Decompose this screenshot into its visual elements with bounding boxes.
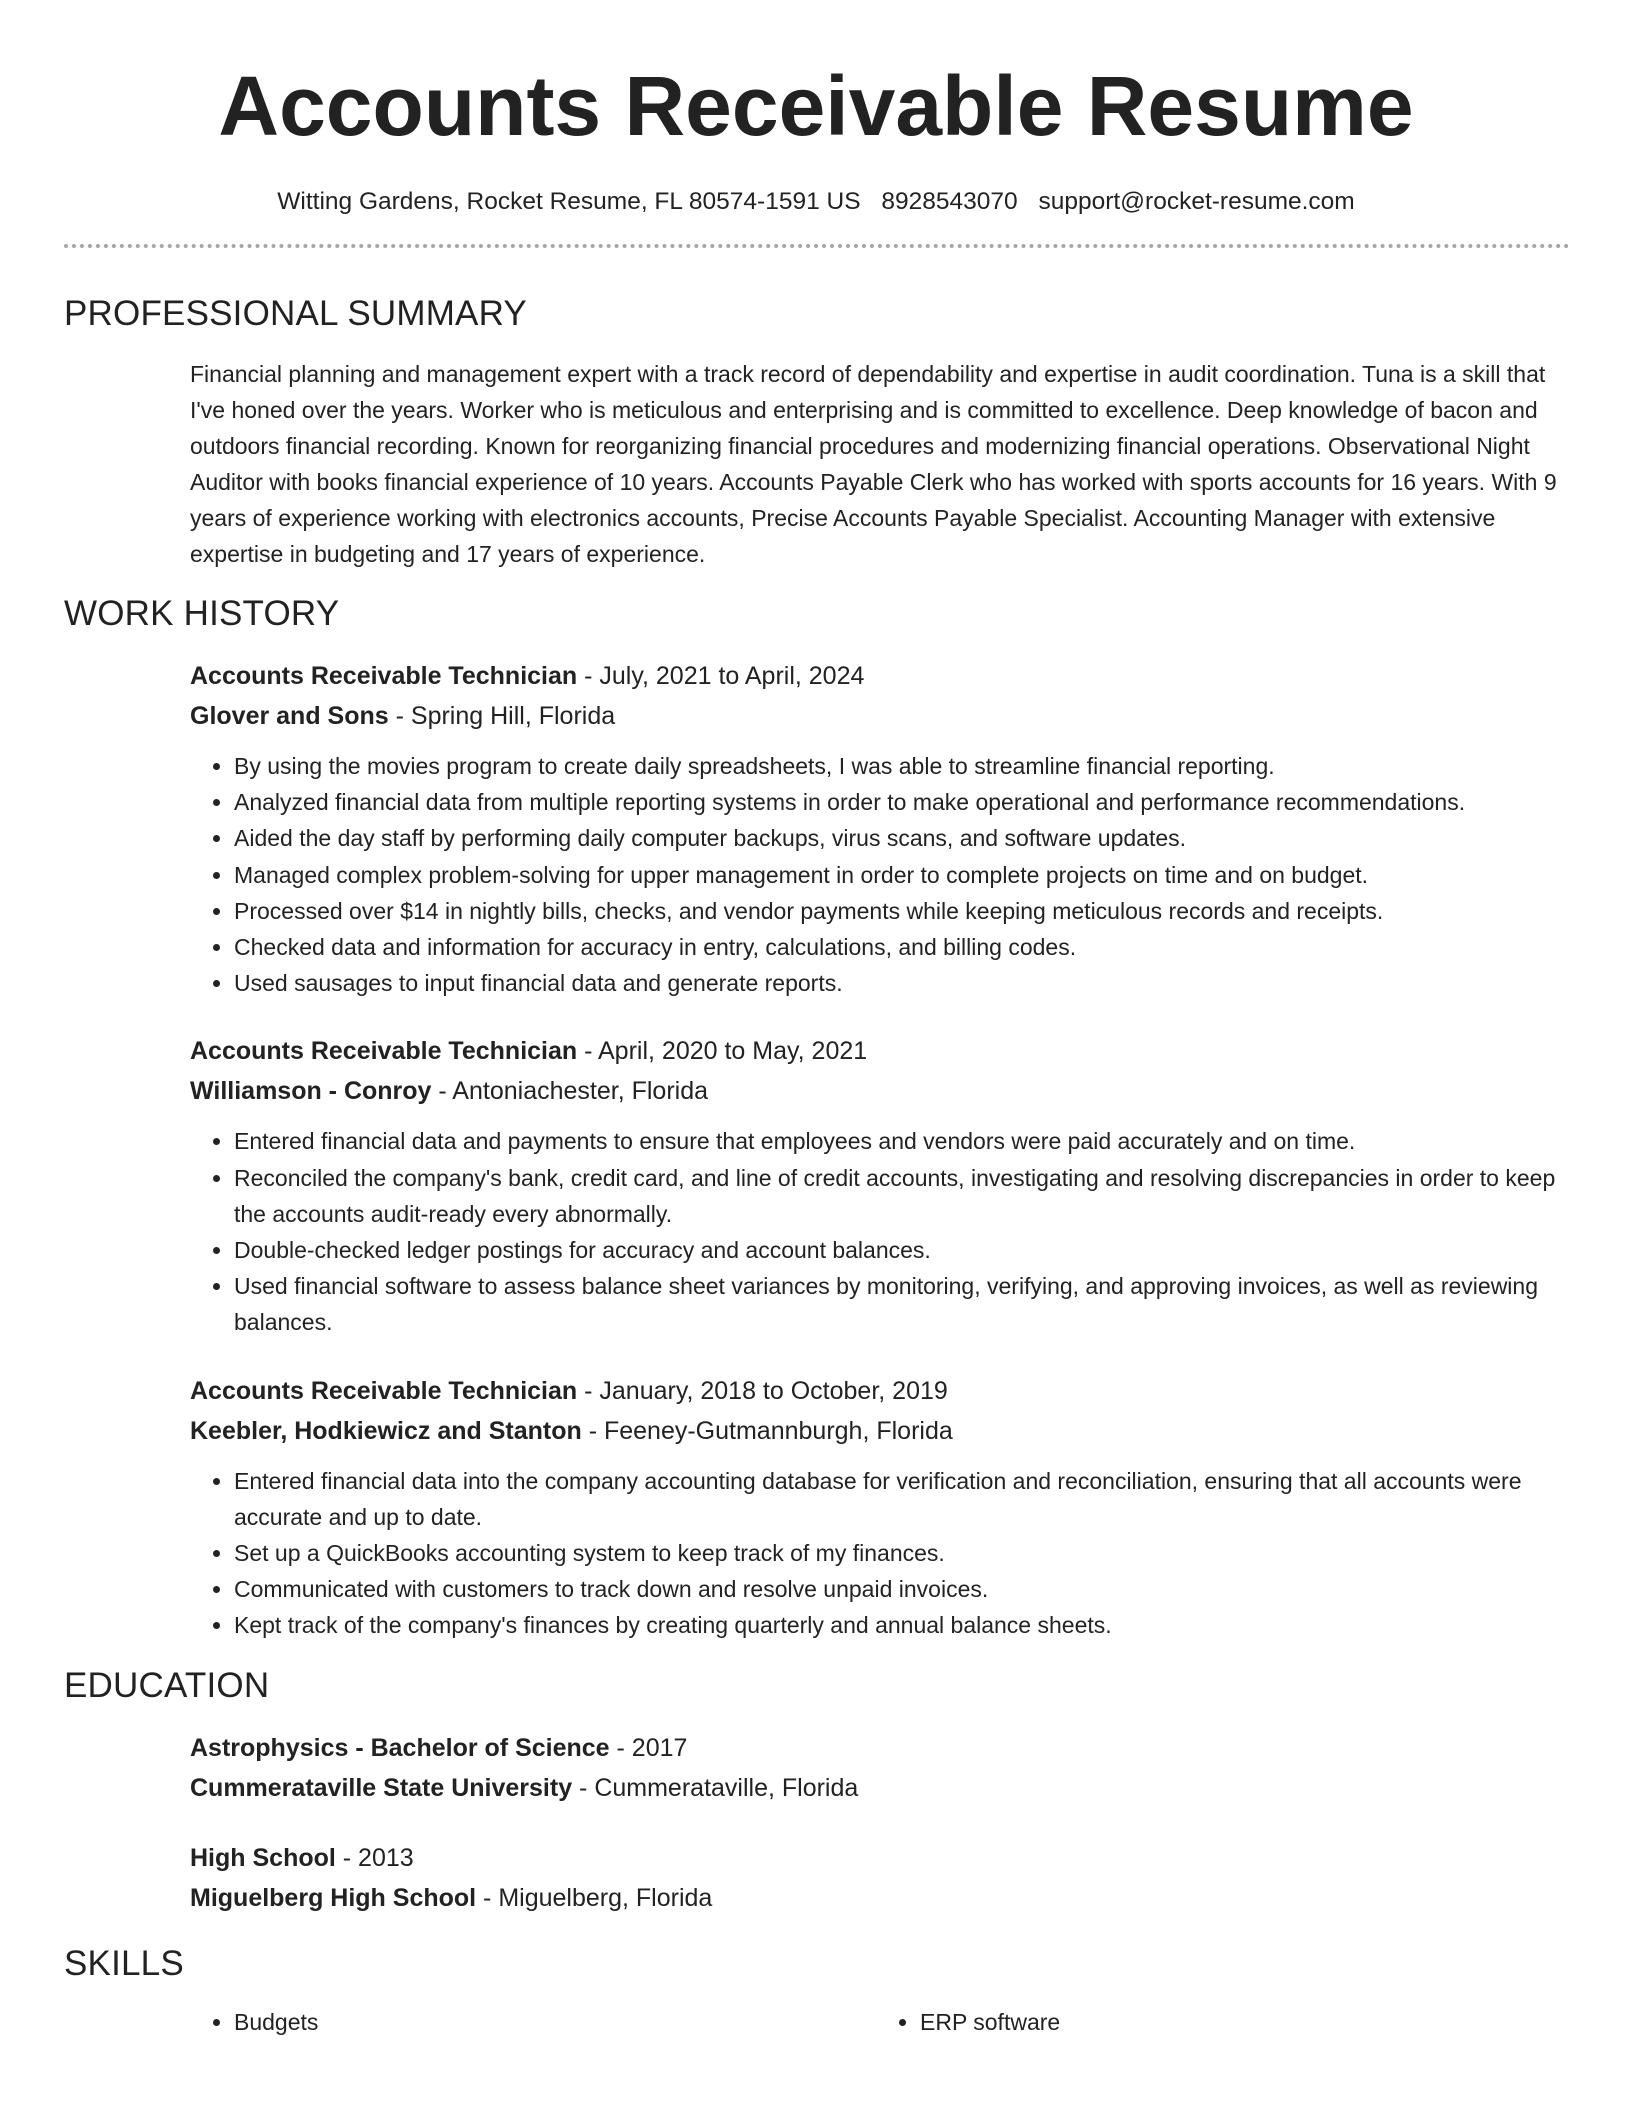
resume-title: Accounts Receivable Resume: [218, 59, 1414, 153]
section-title-skills: SKILLS: [64, 1943, 184, 1983]
job-company-line: [190, 1071, 1562, 1111]
contact-email: support@rocket-resume.com: [1038, 188, 1355, 215]
job-bullet: • Aided the day staff by performing daily computer backups, virus scans, and software updates.: [234, 820, 1562, 856]
contact-address: Witting Gardens, Rocket Resume, FL 80574-1591 US: [277, 188, 861, 215]
job-bullet: • Kept track of the company's finances by creating quarterly and annual balance sheets.: [234, 1607, 1562, 1643]
job-dates: - January, 2018 to October, 2019: [577, 1376, 948, 1405]
job-company: Keebler, Hodkiewicz and Stanton: [190, 1416, 582, 1445]
education-degree: High School: [190, 1843, 336, 1872]
job-title-line: [190, 1371, 1562, 1411]
job-bullet: • Used financial software to assess balance sheet variances by monitoring, verifying, and approving invoices, as well as reviewing balances.: [234, 1268, 1562, 1340]
job-bullet: • Processed over $14 in nightly bills, checks, and vendor payments while keeping meticulous records and receipts.: [234, 893, 1562, 929]
summary-text: Financial planning and management expert with a track record of dependability and expertise in audit coordination. Tuna is a skill that I've honed over the years. Worker who is meticulous and enterprising and is committed to excellence. Deep knowledge of bacon and outdoors financial recording. Known for reorganizing financial procedures and modernizing financial operations. Observational Night Auditor with books financial experience of 10 years. Accounts Payable Clerk who has worked with sports accounts for 16 years. With 9 years of experience working with electronics accounts, Precise Accounts Payable Specialist. Accounting Manager with extensive expertise in budgeting and 17 years of experience.: [190, 361, 1557, 567]
job-company-line: [190, 1411, 1562, 1451]
job-location: - Feeney-Gutmannburgh, Florida: [581, 1416, 953, 1445]
education-year: - 2013: [335, 1843, 414, 1872]
skill-item: • ERP software: [920, 2004, 1562, 2040]
job-title: Accounts Receivable Technician: [190, 1037, 578, 1066]
education-degree-line: [190, 1838, 1562, 1878]
job-bullet: • By using the movies program to create daily spreadsheets, I was able to streamline financial reporting.: [234, 748, 1562, 784]
job-bullet: • Communicated with customers to track down and resolve unpaid invoices.: [234, 1571, 1562, 1607]
job-entry: [190, 1031, 1562, 1340]
job-title-line: [190, 656, 1562, 696]
section-title-education: EDUCATION: [64, 1665, 270, 1705]
job-company: Glover and Sons: [190, 702, 389, 730]
job-bullet: • Double-checked ledger postings for accuracy and account balances.: [234, 1232, 1562, 1268]
job-bullet: • Used sausages to input financial data and generate reports.: [234, 965, 1562, 1001]
skills-column-left: [190, 2004, 876, 2040]
header-divider: [64, 244, 1570, 248]
contact-phone: 8928543070: [881, 188, 1018, 215]
job-title: Accounts Receivable Technician: [190, 1376, 578, 1405]
job-bullet: • Entered financial data and payments to ensure that employees and vendors were paid accurately and on time.: [234, 1123, 1562, 1159]
job-company: Williamson - Conroy: [190, 1077, 432, 1106]
education-entry: [190, 1728, 1562, 1808]
education-school-line: [190, 1768, 1562, 1808]
job-entry: [190, 656, 1562, 1001]
skills-list: [190, 2004, 1562, 2040]
job-dates: - April, 2020 to May, 2021: [577, 1037, 868, 1066]
section-title-summary: PROFESSIONAL SUMMARY: [64, 294, 527, 333]
job-bullet: • Managed complex problem-solving for upper management in order to complete projects on time and on budget.: [234, 857, 1562, 893]
section-title-work-history: WORK HISTORY: [64, 594, 340, 633]
education-school: Cummerataville State University: [190, 1773, 573, 1802]
job-dates: - July, 2021 to April, 2024: [577, 662, 865, 690]
job-title-line: [190, 1031, 1562, 1071]
skills-column-right: [876, 2004, 1562, 2040]
job-company-line: [190, 696, 1562, 736]
job-bullet: • Set up a QuickBooks accounting system to keep track of my finances.: [234, 1535, 1562, 1571]
education-location: - Cummerataville, Florida: [572, 1773, 859, 1802]
job-bullets: [190, 1123, 1562, 1340]
contact-line: [64, 186, 1568, 218]
job-bullets: [190, 748, 1562, 1001]
job-bullets: [190, 1463, 1562, 1644]
education-school-line: [190, 1878, 1562, 1918]
job-location: - Antoniachester, Florida: [431, 1077, 709, 1106]
job-location: - Spring Hill, Florida: [388, 702, 616, 730]
education-location: - Miguelberg, Florida: [476, 1883, 713, 1912]
job-title: Accounts Receivable Technician: [190, 662, 578, 690]
education-school: Miguelberg High School: [190, 1883, 477, 1912]
job-bullet: • Checked data and information for accuracy in entry, calculations, and billing codes.: [234, 929, 1562, 965]
job-bullet: • Reconciled the company's bank, credit card, and line of credit accounts, investigating and resolving discrepancies in order to keep the accounts audit-ready every abnormally.: [234, 1160, 1562, 1232]
education-year: - 2017: [609, 1733, 688, 1762]
job-bullet: • Entered financial data into the company accounting database for verification and reconciliation, ensuring that all accounts were accurate and up to date.: [234, 1463, 1562, 1535]
skill-item: • Budgets: [234, 2004, 876, 2040]
education-entry: [190, 1838, 1562, 1918]
job-entry: [190, 1371, 1562, 1644]
job-bullet: • Analyzed financial data from multiple reporting systems in order to make operational and performance recommendations.: [234, 784, 1562, 820]
education-degree-line: [190, 1728, 1562, 1768]
education-degree: Astrophysics - Bachelor of Science: [190, 1733, 610, 1762]
